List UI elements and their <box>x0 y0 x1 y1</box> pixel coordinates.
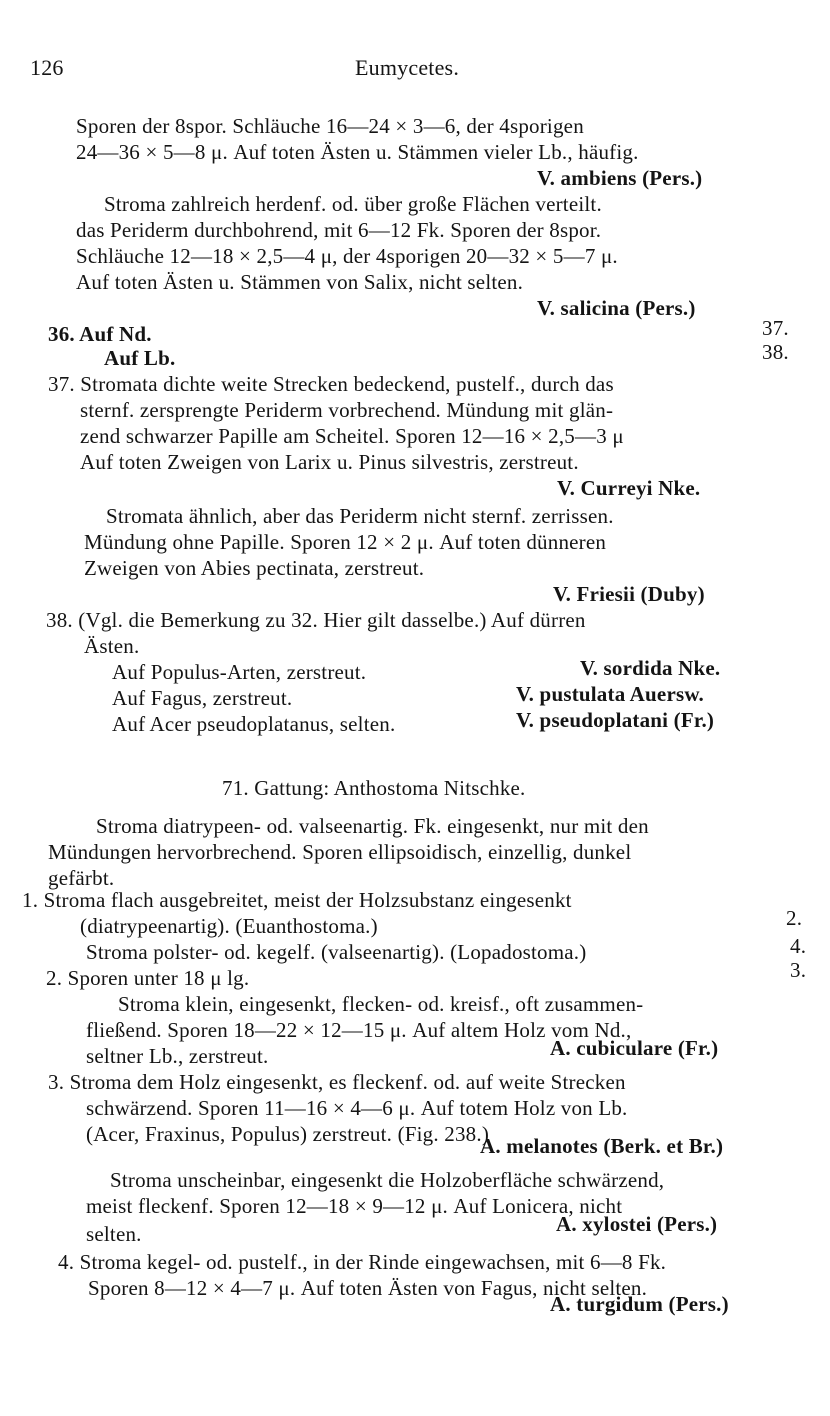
text-line: Mündung ohne Papille. Sporen 12 × 2 μ. Auf toten dünneren <box>84 530 607 554</box>
text-line: sternf. zersprengte Periderm vorbrechend. Mündung mit glän- <box>80 398 614 422</box>
page-number: 126 <box>30 55 64 80</box>
text-line: selten. <box>86 1222 142 1246</box>
text-line: Auf Acer pseudoplatanus, selten. <box>112 712 396 736</box>
text-line: gefärbt. <box>48 866 115 890</box>
key-reference: 4. <box>790 934 807 958</box>
text-line: Auf toten Ästen u. Stämmen von Salix, nicht selten. <box>76 270 524 294</box>
species-name: A. melanotes (Berk. et Br.) <box>480 1134 724 1158</box>
text-line: das Periderm durchbohrend, mit 6—12 Fk. Sporen der 8spor. <box>76 218 602 242</box>
text-line: 3. Stroma dem Holz eingesenkt, es fleckenf. od. auf weite Strecken <box>48 1070 626 1094</box>
text-line: zend schwarzer Papille am Scheitel. Sporen 12—16 × 2,5—3 μ <box>80 424 624 448</box>
text-line: (Acer, Fraxinus, Populus) zerstreut. (Fig. 238.) <box>86 1122 490 1146</box>
text-line: 1. Stroma flach ausgebreitet, meist der Holzsubstanz eingesenkt <box>22 888 572 912</box>
species-name: A. cubiculare (Fr.) <box>550 1036 719 1060</box>
text-line: Ästen. <box>84 634 140 658</box>
text-line: 24—36 × 5—8 μ. Auf toten Ästen u. Stämmen vieler Lb., häufig. <box>76 140 639 164</box>
text-line: schwärzend. Sporen 11—16 × 4—6 μ. Auf totem Holz von Lb. <box>86 1096 628 1120</box>
species-name: V. Friesii (Duby) <box>553 582 705 606</box>
key-reference: 37. <box>762 316 789 340</box>
text-line: seltner Lb., zerstreut. <box>86 1044 269 1068</box>
text-line: Auf Populus-Arten, zerstreut. <box>112 660 367 684</box>
text-line: Stroma diatrypeen- od. valseenartig. Fk. eingesenkt, nur mit den <box>96 814 649 838</box>
key-entry: Auf Lb. <box>104 346 176 370</box>
text-line: Mündungen hervorbrechend. Sporen ellipsoidisch, einzellig, dunkel <box>48 840 632 864</box>
text-line: Stroma polster- od. kegelf. (valseenartig). (Lopadostoma.) <box>86 940 587 964</box>
species-name: V. sordida Nke. <box>580 656 721 680</box>
species-name: V. Curreyi Nke. <box>557 476 701 500</box>
species-name: V. ambiens (Pers.) <box>537 166 703 190</box>
text-line: 37. Stromata dichte weite Strecken bedeckend, pustelf., durch das <box>48 372 614 396</box>
key-reference: 2. <box>786 906 803 930</box>
text-line: Auf Fagus, zerstreut. <box>112 686 293 710</box>
text-line: Stroma zahlreich herdenf. od. über große Flächen verteilt. <box>104 192 602 216</box>
text-line: 38. (Vgl. die Bemerkung zu 32. Hier gilt dasselbe.) Auf dürren <box>46 608 586 632</box>
key-reference: 38. <box>762 340 789 364</box>
key-reference: 3. <box>790 958 807 982</box>
genus-heading: 71. Gattung: Anthostoma Nitschke. <box>222 776 526 800</box>
text-line: 2. Sporen unter 18 μ lg. <box>46 966 250 990</box>
key-entry: 36. Auf Nd. <box>48 322 152 346</box>
text-line: fließend. Sporen 18—22 × 12—15 μ. Auf altem Holz vom Nd., <box>86 1018 632 1042</box>
text-line: meist fleckenf. Sporen 12—18 × 9—12 μ. Auf Lonicera, nicht <box>86 1194 623 1218</box>
text-line: 4. Stroma kegel- od. pustelf., in der Rinde eingewachsen, mit 6—8 Fk. <box>58 1250 667 1274</box>
text-line: Sporen 8—12 × 4—7 μ. Auf toten Ästen von Fagus, nicht selten. <box>88 1276 648 1300</box>
species-name: A. turgidum (Pers.) <box>550 1292 729 1316</box>
text-line: Auf toten Zweigen von Larix u. Pinus silvestris, zerstreut. <box>80 450 579 474</box>
running-title: Eumycetes. <box>355 55 460 80</box>
species-name: V. salicina (Pers.) <box>537 296 696 320</box>
text-line: Stroma unscheinbar, eingesenkt die Holzoberfläche schwärzend, <box>110 1168 665 1192</box>
species-name: V. pseudoplatani (Fr.) <box>516 708 715 732</box>
species-name: A. xylostei (Pers.) <box>556 1212 718 1236</box>
text-line: Schläuche 12—18 × 2,5—4 μ, der 4sporigen 20—32 × 5—7 μ. <box>76 244 618 268</box>
text-line: Sporen der 8spor. Schläuche 16—24 × 3—6, der 4sporigen <box>76 114 584 138</box>
text-line: (diatrypeenartig). (Euanthostoma.) <box>80 914 378 938</box>
text-line: Zweigen von Abies pectinata, zerstreut. <box>84 556 425 580</box>
text-line: Stroma klein, eingesenkt, flecken- od. kreisf., oft zusammen- <box>118 992 644 1016</box>
text-line: Stromata ähnlich, aber das Periderm nicht sternf. zerrissen. <box>106 504 614 528</box>
species-name: V. pustulata Auersw. <box>516 682 704 706</box>
